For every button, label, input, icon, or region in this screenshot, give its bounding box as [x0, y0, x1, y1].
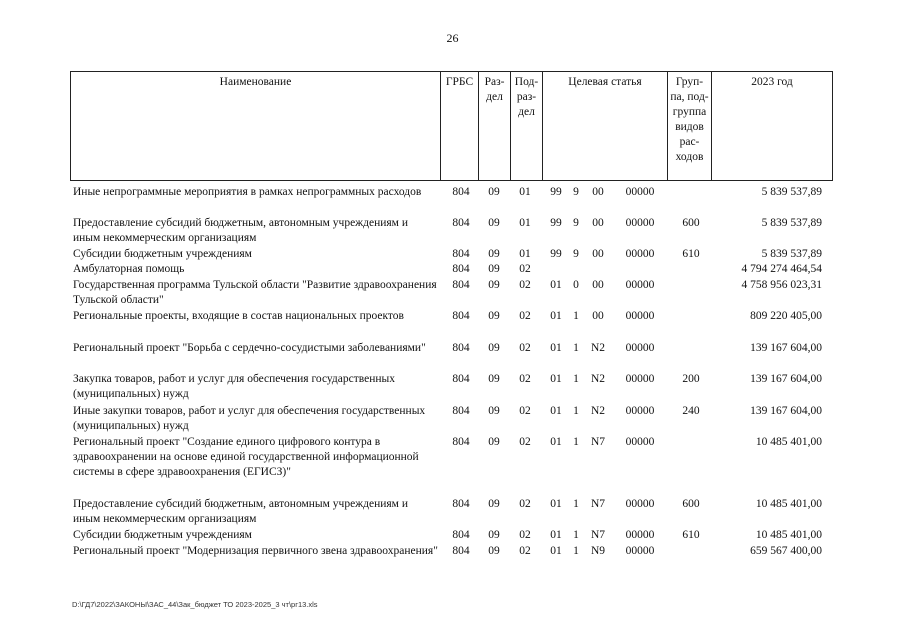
cell-razdel: 09	[488, 248, 500, 260]
cell-razdel: 09	[488, 373, 500, 385]
cell-t2: 0	[573, 279, 579, 291]
cell-razdel: 09	[488, 405, 500, 417]
cell-t3: N7	[590, 498, 606, 510]
cell-sum: 10 485 401,00	[755, 436, 822, 448]
cell-t1: 01	[550, 373, 562, 385]
header-podrazdel: Под- раз- дел	[511, 72, 543, 180]
cell-podrazdel: 02	[519, 342, 531, 354]
cell-t4: 00000	[625, 310, 655, 322]
cell-name: Государственная программа Тульской области "Развитие здравоохранения Тульской области"	[73, 279, 437, 306]
cell-sum: 139 167 604,00	[750, 405, 822, 417]
cell-razdel: 09	[488, 217, 500, 229]
cell-razdel: 09	[488, 310, 500, 322]
cell-grbs: 804	[452, 529, 470, 541]
footer-file-path: D:\ГД7\2022\ЗАКОНЫ\ЗАС_44\Зак_бюджет ТО 2023-2025_3 чт\рг13.xls	[72, 600, 318, 609]
cell-t4: 00000	[625, 217, 655, 229]
cell-t3: 00	[592, 279, 604, 291]
cell-t3: N7	[590, 529, 606, 541]
cell-t4: 00000	[625, 545, 655, 557]
header-name: Наименование	[71, 72, 441, 180]
cell-t1: 01	[550, 436, 562, 448]
cell-name: Региональный проект "Модернизация первичного звена здравоохранения"	[73, 545, 438, 557]
cell-t3: 00	[592, 186, 604, 198]
cell-podrazdel: 01	[519, 248, 531, 260]
cell-podrazdel: 02	[519, 436, 531, 448]
cell-t2: 1	[573, 342, 579, 354]
header-grbs: ГРБС	[441, 72, 479, 180]
cell-t3: N2	[590, 373, 606, 385]
cell-t4: 00000	[625, 186, 655, 198]
cell-vid: 200	[682, 373, 700, 385]
cell-vid: 600	[682, 217, 700, 229]
header-razdel: Раз- дел	[479, 72, 511, 180]
cell-podrazdel: 02	[519, 263, 531, 275]
table-header	[70, 71, 833, 181]
cell-t3: 00	[592, 310, 604, 322]
cell-name: Региональные проекты, входящие в состав национальных проектов	[73, 310, 404, 322]
cell-razdel: 09	[488, 186, 500, 198]
cell-t3: 00	[592, 248, 604, 260]
cell-t1: 01	[550, 498, 562, 510]
cell-t1: 01	[550, 310, 562, 322]
cell-grbs: 804	[452, 279, 470, 291]
cell-t2: 1	[573, 405, 579, 417]
cell-name: Иные непрограммные мероприятия в рамках непрограммных расходов	[73, 186, 422, 198]
cell-t1: 99	[550, 248, 562, 260]
cell-grbs: 804	[452, 545, 470, 557]
cell-t1: 99	[550, 217, 562, 229]
cell-t2: 1	[573, 545, 579, 557]
cell-razdel: 09	[488, 342, 500, 354]
cell-sum: 659 567 400,00	[750, 545, 822, 557]
cell-sum: 4 794 274 464,54	[741, 263, 822, 275]
cell-t2: 9	[573, 248, 579, 260]
cell-podrazdel: 02	[519, 498, 531, 510]
cell-name: Региональный проект "Борьба с сердечно-сосудистыми заболеваниями"	[73, 342, 426, 354]
cell-t3: N9	[590, 545, 606, 557]
header-vid: Груп- па, под- группа видов рас- ходов	[668, 72, 712, 180]
header-target: Целевая статья	[543, 72, 668, 180]
cell-t2: 1	[573, 498, 579, 510]
cell-vid: 600	[682, 498, 700, 510]
cell-t4: 00000	[625, 498, 655, 510]
cell-podrazdel: 01	[519, 186, 531, 198]
cell-sum: 809 220 405,00	[750, 310, 822, 322]
cell-podrazdel: 02	[519, 545, 531, 557]
cell-t4: 00000	[625, 373, 655, 385]
cell-t2: 9	[573, 217, 579, 229]
cell-sum: 10 485 401,00	[755, 498, 822, 510]
cell-razdel: 09	[488, 263, 500, 275]
cell-t4: 00000	[625, 342, 655, 354]
cell-t4: 00000	[625, 529, 655, 541]
cell-grbs: 804	[452, 405, 470, 417]
cell-name: Предоставление субсидий бюджетным, автономным учреждениям и иным некоммерческим организациям	[73, 498, 408, 525]
cell-name: Иные закупки товаров, работ и услуг для обеспечения государственных (муниципальных) нужд	[73, 405, 426, 432]
cell-name: Амбулаторная помощь	[73, 263, 185, 275]
cell-razdel: 09	[488, 545, 500, 557]
cell-name: Закупка товаров, работ и услуг для обеспечения государственных (муниципальных) нужд	[73, 373, 396, 400]
cell-t2: 1	[573, 373, 579, 385]
cell-t2: 1	[573, 310, 579, 322]
cell-name: Предоставление субсидий бюджетным, автономным учреждениям и иным некоммерческим организациям	[73, 217, 408, 244]
cell-t2: 9	[573, 186, 579, 198]
cell-razdel: 09	[488, 498, 500, 510]
cell-name: Региональный проект "Создание единого цифрового контура в здравоохранении на основе единой государственной информационной системы в сфере здравоохранения (ЕГИСЗ)"	[73, 436, 419, 478]
cell-sum: 5 839 537,89	[761, 217, 822, 229]
cell-sum: 5 839 537,89	[761, 186, 822, 198]
cell-t1: 01	[550, 342, 562, 354]
cell-sum: 5 839 537,89	[761, 248, 822, 260]
cell-t2: 1	[573, 529, 579, 541]
cell-grbs: 804	[452, 186, 470, 198]
cell-name: Субсидии бюджетным учреждениям	[73, 248, 252, 260]
cell-t2: 1	[573, 436, 579, 448]
cell-grbs: 804	[452, 310, 470, 322]
cell-t4: 00000	[625, 279, 655, 291]
cell-podrazdel: 01	[519, 217, 531, 229]
cell-name: Субсидии бюджетным учреждениям	[73, 529, 252, 541]
cell-vid: 610	[682, 529, 700, 541]
page-number: 26	[446, 31, 459, 45]
cell-t4: 00000	[625, 436, 655, 448]
cell-t4: 00000	[625, 248, 655, 260]
cell-t1: 99	[550, 186, 562, 198]
cell-podrazdel: 02	[519, 529, 531, 541]
cell-t1: 01	[550, 545, 562, 557]
cell-grbs: 804	[452, 436, 470, 448]
cell-grbs: 804	[452, 342, 470, 354]
cell-grbs: 804	[452, 248, 470, 260]
cell-grbs: 804	[452, 217, 470, 229]
cell-t3: 00	[592, 217, 604, 229]
cell-t4: 00000	[625, 405, 655, 417]
cell-t3: N2	[590, 342, 606, 354]
cell-grbs: 804	[452, 263, 470, 275]
cell-podrazdel: 02	[519, 373, 531, 385]
cell-podrazdel: 02	[519, 310, 531, 322]
cell-sum: 4 758 956 023,31	[741, 279, 822, 291]
cell-sum: 139 167 604,00	[750, 373, 822, 385]
cell-razdel: 09	[488, 529, 500, 541]
cell-grbs: 804	[452, 373, 470, 385]
cell-t3: N2	[590, 405, 606, 417]
cell-razdel: 09	[488, 279, 500, 291]
cell-t1: 01	[550, 405, 562, 417]
cell-vid: 240	[682, 405, 700, 417]
cell-grbs: 804	[452, 498, 470, 510]
cell-t3: N7	[590, 436, 606, 448]
header-year: 2023 год	[751, 76, 793, 88]
cell-t1: 01	[550, 279, 562, 291]
cell-sum: 139 167 604,00	[750, 342, 822, 354]
cell-razdel: 09	[488, 436, 500, 448]
cell-vid: 610	[682, 248, 700, 260]
cell-t1: 01	[550, 529, 562, 541]
cell-podrazdel: 02	[519, 279, 531, 291]
cell-podrazdel: 02	[519, 405, 531, 417]
cell-sum: 10 485 401,00	[755, 529, 822, 541]
